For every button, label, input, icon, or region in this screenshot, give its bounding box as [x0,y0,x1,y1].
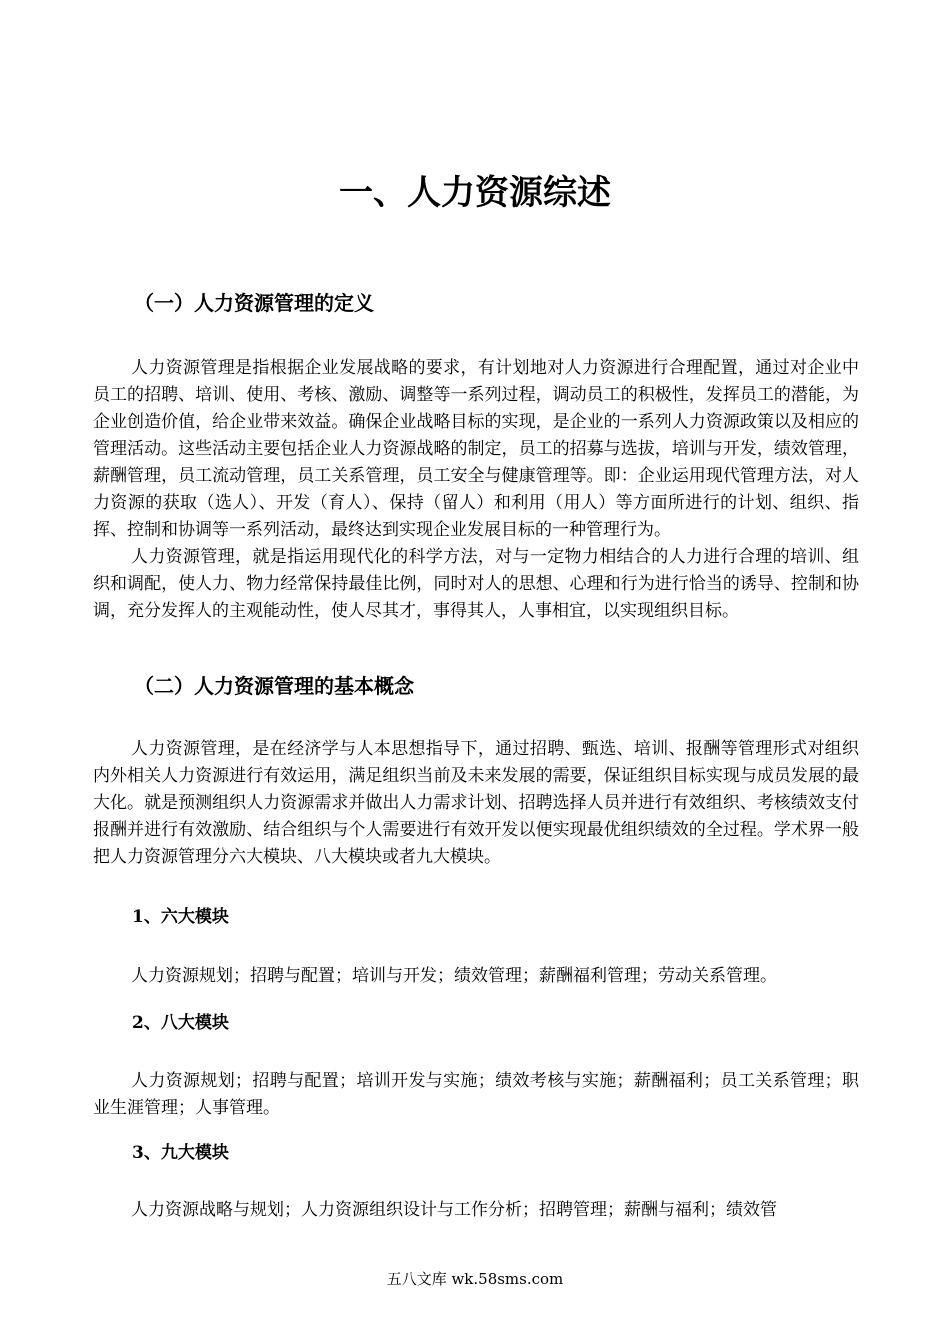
module-text-eight: 人力资源规划；招聘与配置；培训开发与实施；绩效考核与实施；薪酬福利；员工关系管理；职业生涯管理；人事管理。 [93,1071,859,1118]
module-text-six: 人力资源规划；招聘与配置；培训与开发；绩效管理；薪酬福利管理；劳动关系管理。 [131,966,777,986]
section-heading-definition: （一）人力资源管理的定义 [134,291,374,315]
paragraph: 人力资源管理是指根据企业发展战略的要求，有计划地对人力资源进行合理配置，通过对企业中员工的招聘、培训、使用、考核、激励、调整等一系列过程，调动员工的积极性，发挥员工的潜能，为企业创造价值，给企业带来效益。确保企业战略目标的实现，是企业的一系列人力资源政策以及相应的管理活动。这些活动主要包括企业人力资源战略的制定，员工的招募与选拔，培训与开发，绩效管理，薪酬管理，员工流动管理，员工关系管理，员工安全与健康管理等。即：企业运用现代管理方法，对人力资源的获取（选人）、开发（育人）、保持（留人）和利用（用人）等方面所进行的计划、组织、指挥、控制和协调等一系列活动，最终达到实现企业发展目标的一种管理行为。 [93,358,859,540]
section-heading-basic-concept: （二）人力资源管理的基本概念 [134,674,414,698]
paragraph: 人力资源管理，就是指运用现代化的科学方法，对与一定物力相结合的人力进行合理的培训、组织和调配，使人力、物力经常保持最佳比例，同时对人的思想、心理和行为进行恰当的诱导、控制和协调，充分发挥人的主观能动性，使人尽其才，事得其人，人事相宜，以实现组织目标。 [93,547,859,621]
page-title: 一、人力资源综述 [339,173,611,213]
module-heading-nine: 3、九大模块 [132,1143,229,1163]
module-heading-six: 1、六大模块 [132,907,229,927]
section-definition-body [93,355,859,625]
module-heading-eight: 2、八大模块 [132,1013,229,1033]
module-text-nine: 人力资源战略与规划；人力资源组织设计与工作分析；招聘管理；薪酬与福利；绩效管 [131,1200,777,1220]
paragraph: 人力资源管理，是在经济学与人本思想指导下，通过招聘、甄选、培训、报酬等管理形式对组织内外相关人力资源进行有效运用，满足组织当前及未来发展的需要，保证组织目标实现与成员发展的最大化。就是预测组织人力资源需求并做出人力需求计划、招聘选择人员并进行有效组织、考核绩效支付报酬并进行有效激励、结合组织与个人需要进行有效开发以便实现最优组织绩效的全过程。学术界一般把人力资源管理分六大模块、八大模块或者九大模块。 [93,739,859,867]
page-footer: 五八文库 wk.58sms.com [386,1270,564,1288]
